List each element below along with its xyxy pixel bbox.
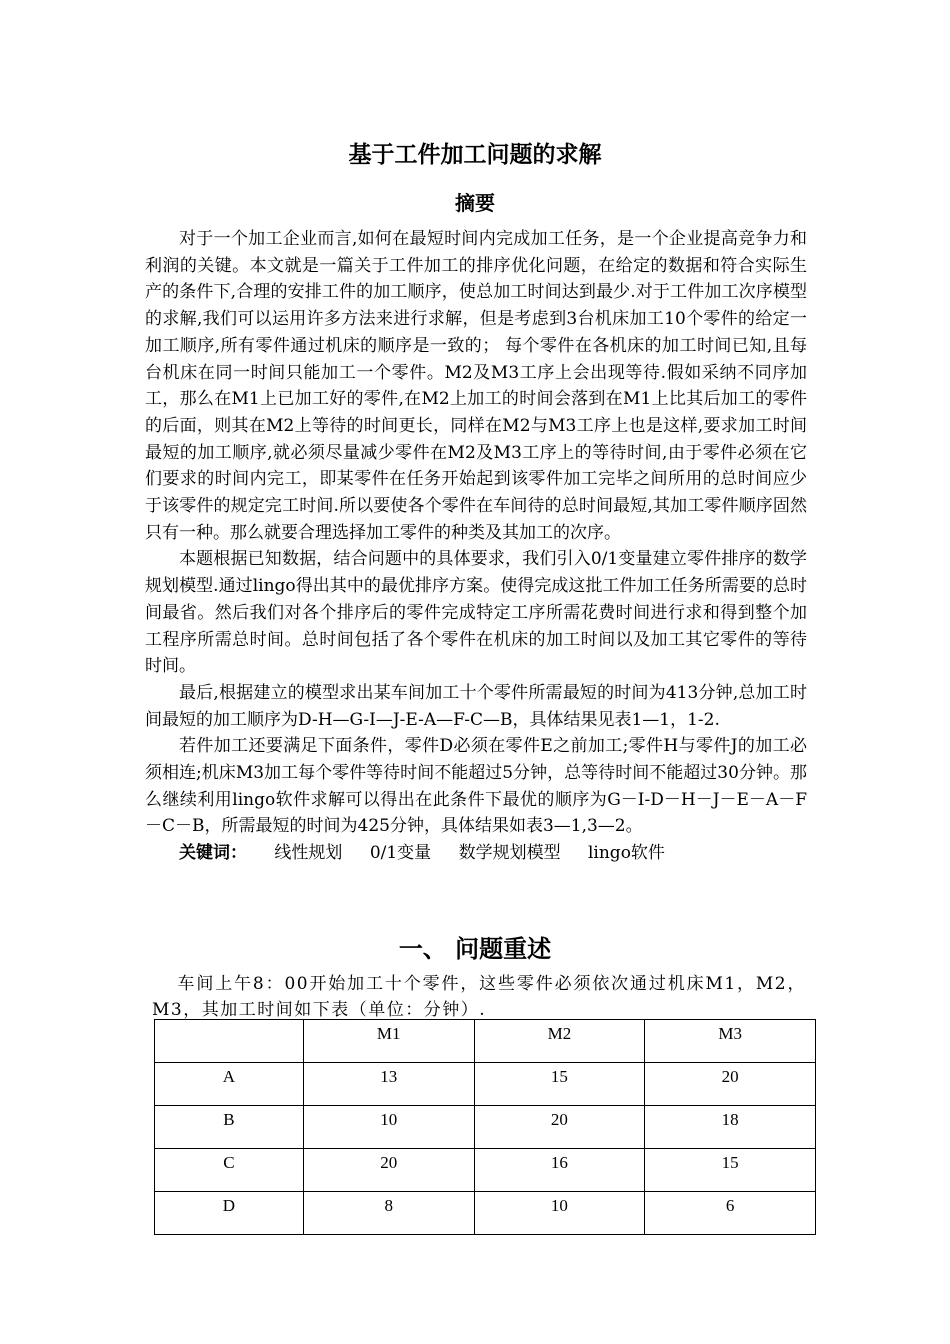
table-cell: B — [155, 1106, 304, 1149]
keyword-item: 线性规划 — [274, 843, 343, 864]
abstract-paragraph-3: 最后,根据建立的模型求出某车间加工十个零件所需最短的时间为413分钟,总加工时间最短的加工顺序为D-H—G-I—J-E-A—F-C—B，具体结果见表1—1，1-2. — [145, 682, 807, 730]
table-cell: 10 — [303, 1106, 474, 1149]
abstract-paragraph-2: 本题根据已知数据，结合问题中的具体要求，我们引入0/1变量建立零件排序的数学规划模型.通过lingo得出其中的最优排序方案。使得完成这批工件加工任务所需要的总时间最省。然后我们对各个排序后的零件完成特定工序所需花费时间进行求和得到整个加工程序所需总时间。总时间包括了各个零件在机床的加工时间以及加工其它零件的等待时间。 — [145, 549, 807, 677]
document-title: 基于工件加工问题的求解 — [348, 142, 602, 168]
table-header-cell: M2 — [474, 1020, 645, 1063]
table-row — [155, 1192, 816, 1235]
keyword-item: lingo软件 — [587, 843, 665, 864]
keywords-line — [145, 840, 807, 867]
section-intro — [152, 971, 806, 1023]
abstract-body — [145, 226, 807, 867]
section-heading: 一、 问题重述 — [398, 935, 552, 963]
table-cell: 6 — [645, 1192, 816, 1235]
table-header-cell — [155, 1020, 304, 1063]
abstract-paragraph-1: 对于一个加工企业而言,如何在最短时间内完成加工任务，是一个企业提高竞争力和利润的关键。本文就是一篇关于工件加工的排序优化问题，在给定的数据和符合实际生产的条件下,合理的安排工件的加工顺序，使总加工时间达到最少.对于工件加工次序模型的求解,我们可以运用许多方法来进行求解，但是考虑到3台机床加工10个零件的给定一加工顺序,所有零件通过机床的顺序是一致的； 每个零件在各机床的加工时间已知,且每台机床在同一时间只能加工一个零件。M2及M3工序上会出现等待.假如采纳不同序加工，那么在M1上已加工好的零件,在M2上加工的时间会落到在M1上比其后加工的零件的后面，则其在M2上等待的时间更长，同样在M2与M3工序上也是这样,要求加工时间最短的加工顺序,就必须尽量减少零件在M2及M3工序上的等待时间,由于零件必须在它们要求的时间内完工，即某零件在任务开始起到该零件加工完毕之间所用的总时间应少于该零件的规定完工时间.所以要使各个零件在车间待的总时间最短,其加工零件顺序固然只有一种。那么就要合理选择加工零件的种类及其加工的次序。 — [145, 229, 807, 543]
table-cell: 10 — [474, 1192, 645, 1235]
section-intro-text: 车间上午8：00开始加工十个零件，这些零件必须依次通过机床M1，M2，M3，其加工时间如下表（单位：分钟）. — [152, 974, 806, 1020]
table-cell: A — [155, 1063, 304, 1106]
abstract-heading: 摘要 — [455, 191, 495, 215]
table-cell: 20 — [474, 1106, 645, 1149]
table-cell: D — [155, 1192, 304, 1235]
table-header-row — [155, 1020, 816, 1063]
table-row — [155, 1106, 816, 1149]
table-row — [155, 1063, 816, 1106]
abstract-paragraph-4: 若件加工还要满足下面条件，零件D必须在零件E之前加工;零件H与零件J的加工必须相连;机床M3加工每个零件等待时间不能超过5分钟，总等待时间不能超过30分钟。那么继续利用lingo软件求解可以得出在此条件下最优的顺序为G－I-D－H－J－E－A－F－C－B，所需最短的时间为425分钟，具体结果如表3—1,3—2。 — [145, 736, 807, 837]
table-cell: 20 — [303, 1149, 474, 1192]
keyword-item: 0/1变量 — [369, 843, 432, 864]
table-row — [155, 1149, 816, 1192]
table-cell: 13 — [303, 1063, 474, 1106]
processing-time-table — [154, 1019, 816, 1235]
table-header-cell: M3 — [645, 1020, 816, 1063]
table-cell: 15 — [645, 1149, 816, 1192]
keywords-label: 关键词： — [179, 843, 247, 864]
table-cell: 20 — [645, 1063, 816, 1106]
table-cell: 18 — [645, 1106, 816, 1149]
table-cell: C — [155, 1149, 304, 1192]
table-cell: 16 — [474, 1149, 645, 1192]
keyword-item: 数学规划模型 — [458, 843, 561, 864]
table-cell: 15 — [474, 1063, 645, 1106]
table-cell: 8 — [303, 1192, 474, 1235]
table-header-cell: M1 — [303, 1020, 474, 1063]
